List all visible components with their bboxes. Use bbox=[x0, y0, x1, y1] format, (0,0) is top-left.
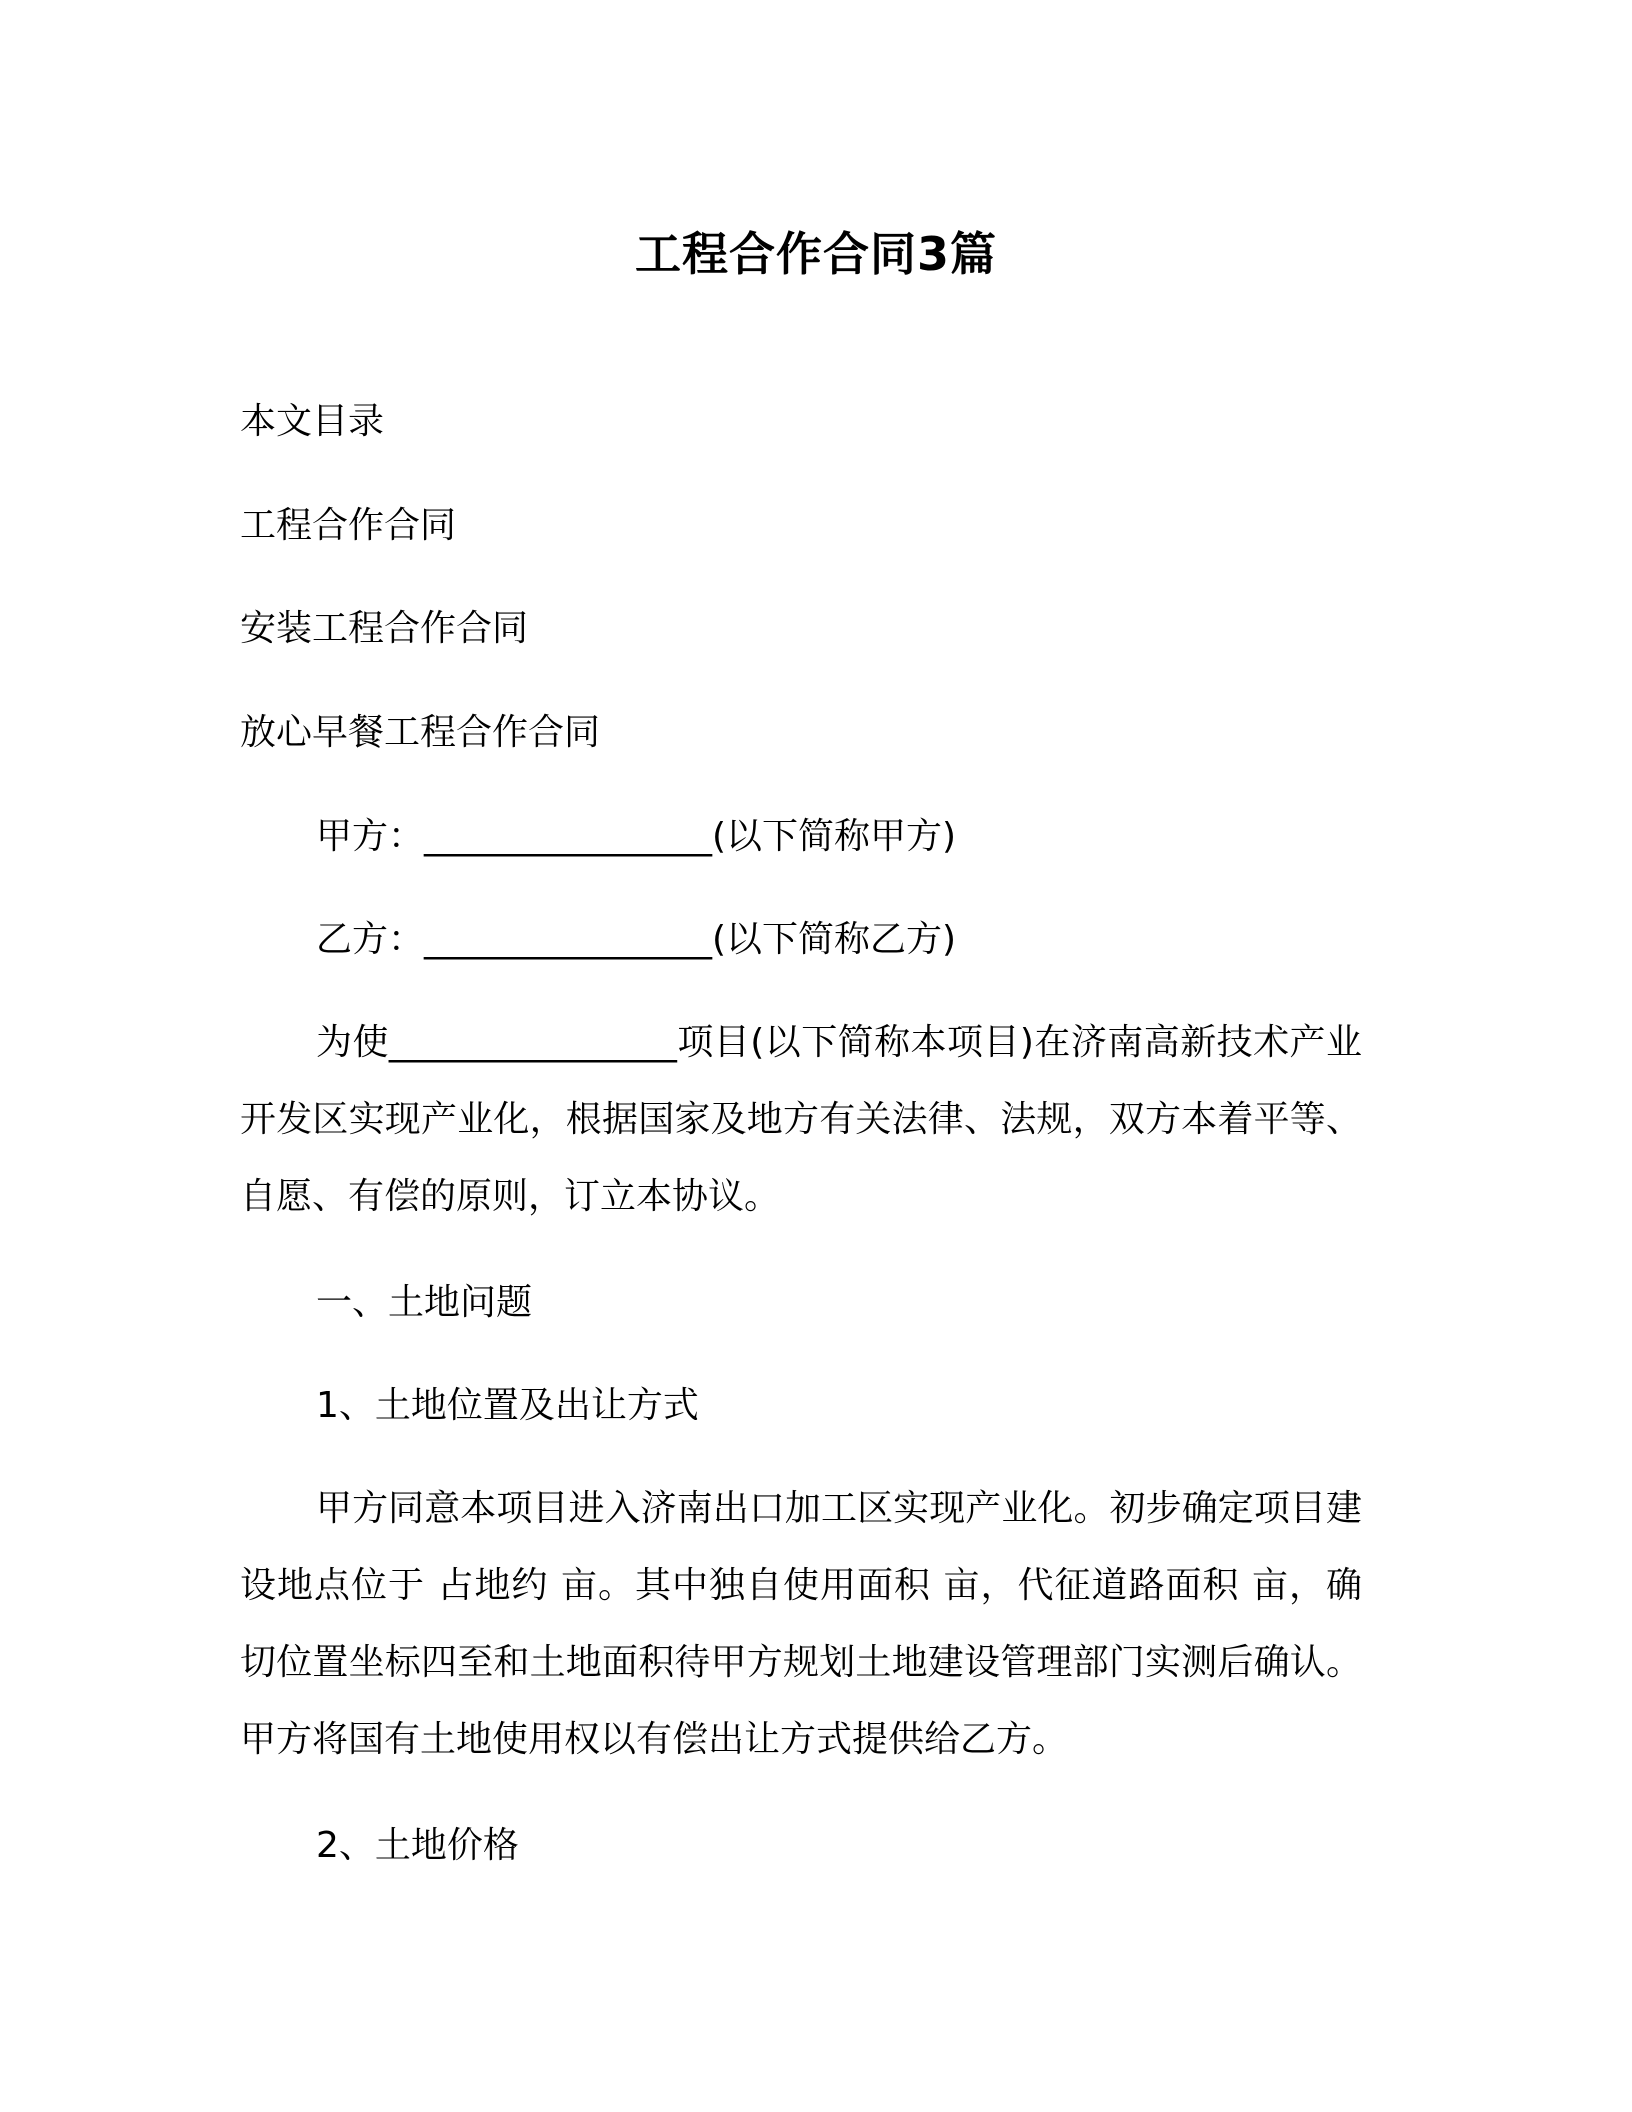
party-a-line: 甲方：________________(以下简称甲方) bbox=[316, 816, 957, 857]
toc-item: 工程合作合同 bbox=[240, 505, 457, 546]
party-b-line: 乙方：________________(以下简称乙方) bbox=[316, 919, 957, 960]
item-heading: 1、土地位置及出让方式 bbox=[316, 1385, 699, 1426]
toc-heading: 本文目录 bbox=[240, 401, 385, 442]
toc-item: 放心早餐工程合作合同 bbox=[240, 712, 601, 753]
document-title: 工程合作合同3篇 bbox=[634, 227, 997, 281]
item-heading: 2、土地价格 bbox=[316, 1825, 519, 1866]
section-heading: 一、土地问题 bbox=[316, 1282, 533, 1323]
intro-paragraph: 为使________________项目(以下简称本项目)在济南高新技术产业开发区实现产业化，根据国家及地方有关法律、法规，双方本着平等、自愿、有偿的原则，订立本协议。 bbox=[240, 1022, 1362, 1217]
item1-paragraph: 甲方同意本项目进入济南出口加工区实现产业化。初步确定项目建设地点位于 占地约 亩。其中独自使用面积 亩，代征道路面积 亩，确切位置坐标四至和土地面积待甲方规划土地建设管理部门实测后确认。甲方将国有土地使用权以有偿出让方式提供给乙方。 bbox=[240, 1488, 1362, 1760]
toc-item: 安装工程合作合同 bbox=[240, 608, 529, 649]
